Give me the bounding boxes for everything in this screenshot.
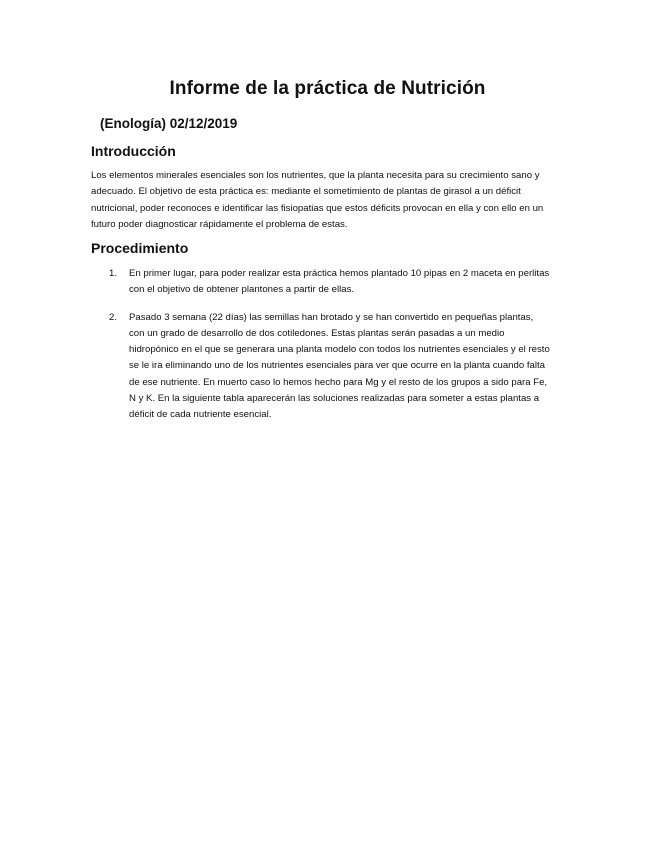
list-item (91, 266, 551, 299)
list-item-number: 1. (109, 268, 118, 279)
list-item-number: 2. (109, 311, 118, 323)
procedure-steps-list (91, 266, 551, 435)
list-item-text: Pasado 3 semana (22 días) las semillas han brotado y se han convertido en pequeñas plantas, con un grado de desarrollo de dos cotiledones. Estas plantas serán pasadas a un medio hidropónico en el que se generara una planta modelo con todos los nutrientes esenciales y el resto se le ira eliminando uno de los nutrientes esenciales para ver que ocurre en la planta cuando falta de ese nutriente. En muerto caso lo hemos hecho para Mg y el resto de los grupos a sido para Fe, N y K. En la siguiente tabla aparecerán las soluciones realizadas para someter a estas plantas a déficit de cada nutriente esencial. (129, 311, 550, 421)
list-item-text: En primer lugar, para poder realizar esta práctica hemos plantado 10 pipas en 2 maceta en perlitas con el objetivo de obtener plantones a partir de ellas. (129, 268, 550, 296)
procedure-heading: Procedimiento (91, 240, 189, 256)
introduction-heading: Introducción (91, 143, 176, 159)
list-item (91, 310, 551, 424)
document-title: Informe de la práctica de Nutrición (169, 78, 486, 99)
document-subtitle: (Enología) 02/12/2019 (100, 116, 238, 131)
introduction-paragraph: Los elementos minerales esenciales son los nutrientes, que la planta necesita para su crecimiento sano y adecuado. El objetivo de esta práctica es: mediante el sometimiento de plantas de girasol a un déficit nutricional, poder reconoces e identificar las fisiopatias que estos déficits provocan en ella y con ello en un futuro poder diagnosticar rápidamente el problema de estas. (91, 170, 544, 230)
